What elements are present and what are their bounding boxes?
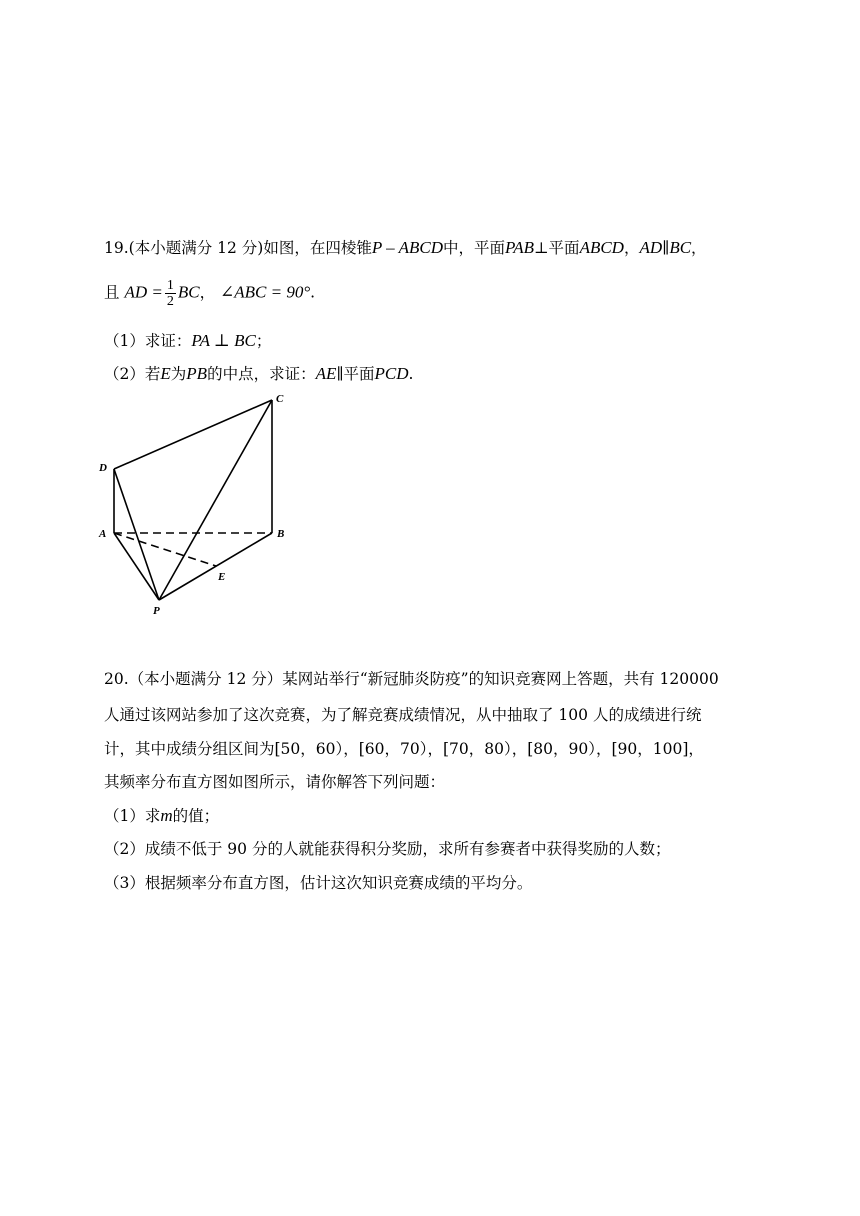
q19-part2: [104, 364, 413, 384]
q20-text: 的值；: [172, 807, 220, 825]
edge-ap: [114, 533, 159, 600]
edge-dc: [114, 400, 272, 469]
q20-line1: 20.（本小题满分 12 分）某网站举行“新冠肺炎防疫”的知识竞赛网上答题，共有 120000: [104, 670, 719, 688]
segment-ad: AD: [639, 238, 663, 257]
q20-part1: [104, 806, 219, 826]
parallel-symbol: ∥: [662, 239, 670, 257]
edge-cp: [159, 400, 272, 600]
q19-text: 为: [170, 365, 187, 383]
label-b: B: [277, 528, 285, 540]
q19-text: ，: [691, 239, 707, 257]
q19-line2: [104, 278, 315, 309]
q19-part1: [104, 331, 271, 351]
q19-text: ；: [255, 332, 272, 350]
q19-text: .: [310, 283, 316, 302]
segment-pb: PB: [186, 364, 208, 383]
edge-dp: [114, 469, 159, 600]
q19-text: 的中点，求证：: [207, 365, 316, 383]
q19-text: 中，平面: [442, 239, 505, 257]
fraction-half: [165, 278, 176, 309]
q20-line2: 人通过该网站参加了这次竞赛，为了解竞赛成绩情况，从中抽取了 100 人的成绩进行统: [104, 706, 702, 724]
parallel-symbol: ∥: [336, 365, 344, 383]
q19-text: ，: [623, 239, 640, 257]
q19-prefix: 19.(本小题满分 12 分)如图，在四棱锥: [104, 239, 372, 257]
q19-line1: [104, 238, 707, 258]
part-label: （2）若: [104, 365, 161, 383]
pyramid-name: P – ABCD: [371, 238, 443, 257]
segment-ae: AE: [315, 364, 337, 383]
label-c: C: [276, 393, 284, 405]
pa-perp-bc: PA ⊥ BC: [191, 331, 256, 350]
edge-ae-hidden: [114, 533, 216, 566]
perp-symbol: ⊥: [533, 239, 549, 257]
q20-part2: （2）成绩不低于 90 分的人就能获得积分奖励，求所有参赛者中获得奖励的人数；: [104, 840, 671, 858]
q19-text: 平面: [548, 239, 580, 257]
plane-pab: PAB: [505, 238, 534, 257]
fraction-numerator: 1: [166, 278, 174, 293]
q19-text: ，: [199, 283, 216, 302]
segment-bc: BC: [177, 282, 200, 302]
label-d: D: [99, 462, 107, 474]
ad-equals: AD =: [124, 282, 163, 302]
part-label: （1）求证：: [104, 332, 192, 350]
q20-part3: （3）根据频率分布直方图，估计这次知识竞赛成绩的平均分。: [104, 874, 533, 892]
segment-bc: BC: [669, 238, 692, 257]
fraction-denominator: 2: [166, 294, 174, 309]
q20-line4: 其频率分布直方图如图所示，请你解答下列问题：: [104, 773, 446, 791]
q19-text: 平面: [343, 365, 375, 383]
edge-bp: [159, 533, 272, 600]
label-a: A: [99, 528, 107, 540]
point-e: E: [160, 364, 171, 383]
angle-abc: ∠ABC = 90°: [220, 282, 311, 302]
variable-m: m: [160, 806, 173, 825]
part-label: （1）求: [104, 807, 161, 825]
label-p: P: [153, 605, 160, 617]
q19-text: 且: [104, 283, 120, 302]
q19-text: .: [408, 365, 414, 383]
label-e: E: [218, 571, 226, 583]
plane-pcd: PCD: [374, 364, 409, 383]
q20-line3: 计，其中成绩分组区间为[50，60），[60，70），[70，80），[80，90），[90，100]，: [104, 740, 704, 758]
plane-abcd: ABCD: [579, 238, 624, 257]
